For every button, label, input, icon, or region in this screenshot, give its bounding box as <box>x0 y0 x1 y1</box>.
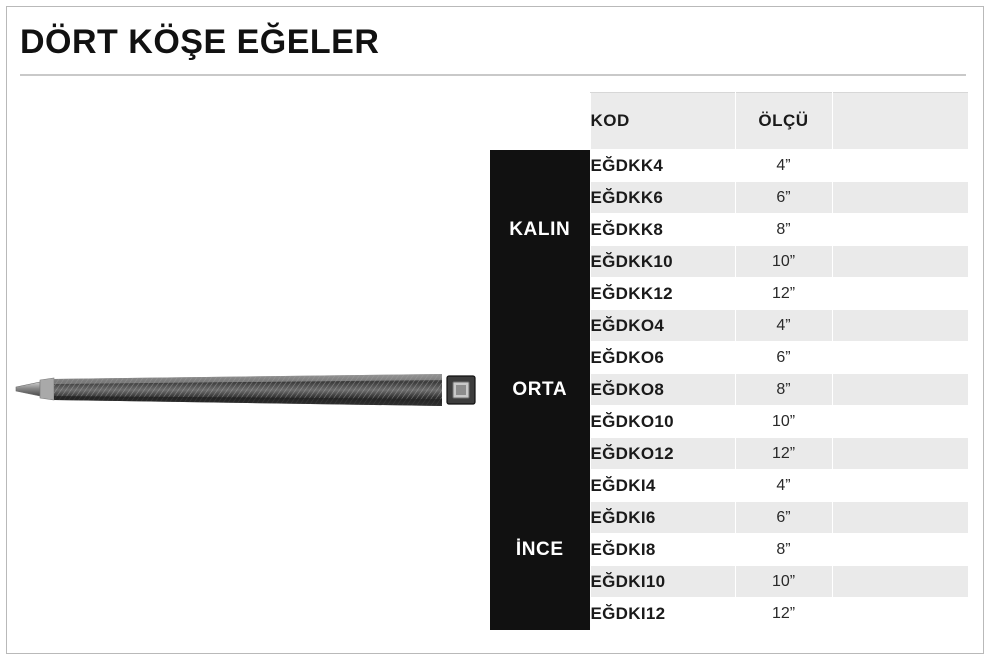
cell-extra <box>832 342 968 374</box>
spec-table-wrapper <box>490 92 968 630</box>
header-extra <box>832 93 968 150</box>
cell-kod: EĞDKO6 <box>590 342 735 374</box>
table-header-row <box>490 93 968 150</box>
page-title: DÖRT KÖŞE EĞELER <box>20 23 380 61</box>
cell-kod: EĞDKO4 <box>590 310 735 342</box>
square-file-illustration <box>10 330 480 450</box>
cell-extra <box>832 374 968 406</box>
cell-extra <box>832 438 968 470</box>
cell-extra <box>832 598 968 630</box>
cell-olcu: 10” <box>735 406 832 438</box>
cell-olcu: 4” <box>735 470 832 502</box>
cell-olcu: 6” <box>735 342 832 374</box>
cell-olcu: 8” <box>735 374 832 406</box>
cell-kod: EĞDKI8 <box>590 534 735 566</box>
product-image <box>10 330 480 450</box>
cell-olcu: 6” <box>735 182 832 214</box>
cell-olcu: 8” <box>735 214 832 246</box>
title-divider <box>20 74 966 76</box>
cell-extra <box>832 246 968 278</box>
table-row <box>490 470 968 502</box>
cell-extra <box>832 150 968 182</box>
cell-olcu: 4” <box>735 150 832 182</box>
cell-extra <box>832 470 968 502</box>
cell-kod: EĞDKO10 <box>590 406 735 438</box>
cell-extra <box>832 278 968 310</box>
spec-table <box>490 92 969 630</box>
cell-kod: EĞDKK4 <box>590 150 735 182</box>
cell-kod: EĞDKI12 <box>590 598 735 630</box>
table-row <box>490 150 968 182</box>
cell-olcu: 4” <box>735 310 832 342</box>
cell-olcu: 10” <box>735 566 832 598</box>
cell-extra <box>832 214 968 246</box>
cell-kod: EĞDKI10 <box>590 566 735 598</box>
cell-extra <box>832 182 968 214</box>
cell-kod: EĞDKK10 <box>590 246 735 278</box>
cell-kod: EĞDKK12 <box>590 278 735 310</box>
table-row <box>490 310 968 342</box>
cell-extra <box>832 566 968 598</box>
cell-olcu: 12” <box>735 598 832 630</box>
cell-olcu: 10” <box>735 246 832 278</box>
cell-olcu: 12” <box>735 278 832 310</box>
cell-kod: EĞDKI4 <box>590 470 735 502</box>
cell-kod: EĞDKI6 <box>590 502 735 534</box>
header-group-blank <box>490 93 590 150</box>
cell-olcu: 8” <box>735 534 832 566</box>
cell-extra <box>832 406 968 438</box>
cell-kod: EĞDKO12 <box>590 438 735 470</box>
group-label-kalin: KALIN <box>490 150 590 310</box>
header-kod: KOD <box>590 93 735 150</box>
cell-extra <box>832 534 968 566</box>
cell-olcu: 6” <box>735 502 832 534</box>
group-label-orta: ORTA <box>490 310 590 470</box>
header-olcu: ÖLÇÜ <box>735 93 832 150</box>
cell-kod: EĞDKO8 <box>590 374 735 406</box>
group-label-ince: İNCE <box>490 470 590 630</box>
cell-extra <box>832 310 968 342</box>
cell-extra <box>832 502 968 534</box>
page-title-block <box>20 20 966 76</box>
cell-kod: EĞDKK8 <box>590 214 735 246</box>
cell-olcu: 12” <box>735 438 832 470</box>
cell-kod: EĞDKK6 <box>590 182 735 214</box>
